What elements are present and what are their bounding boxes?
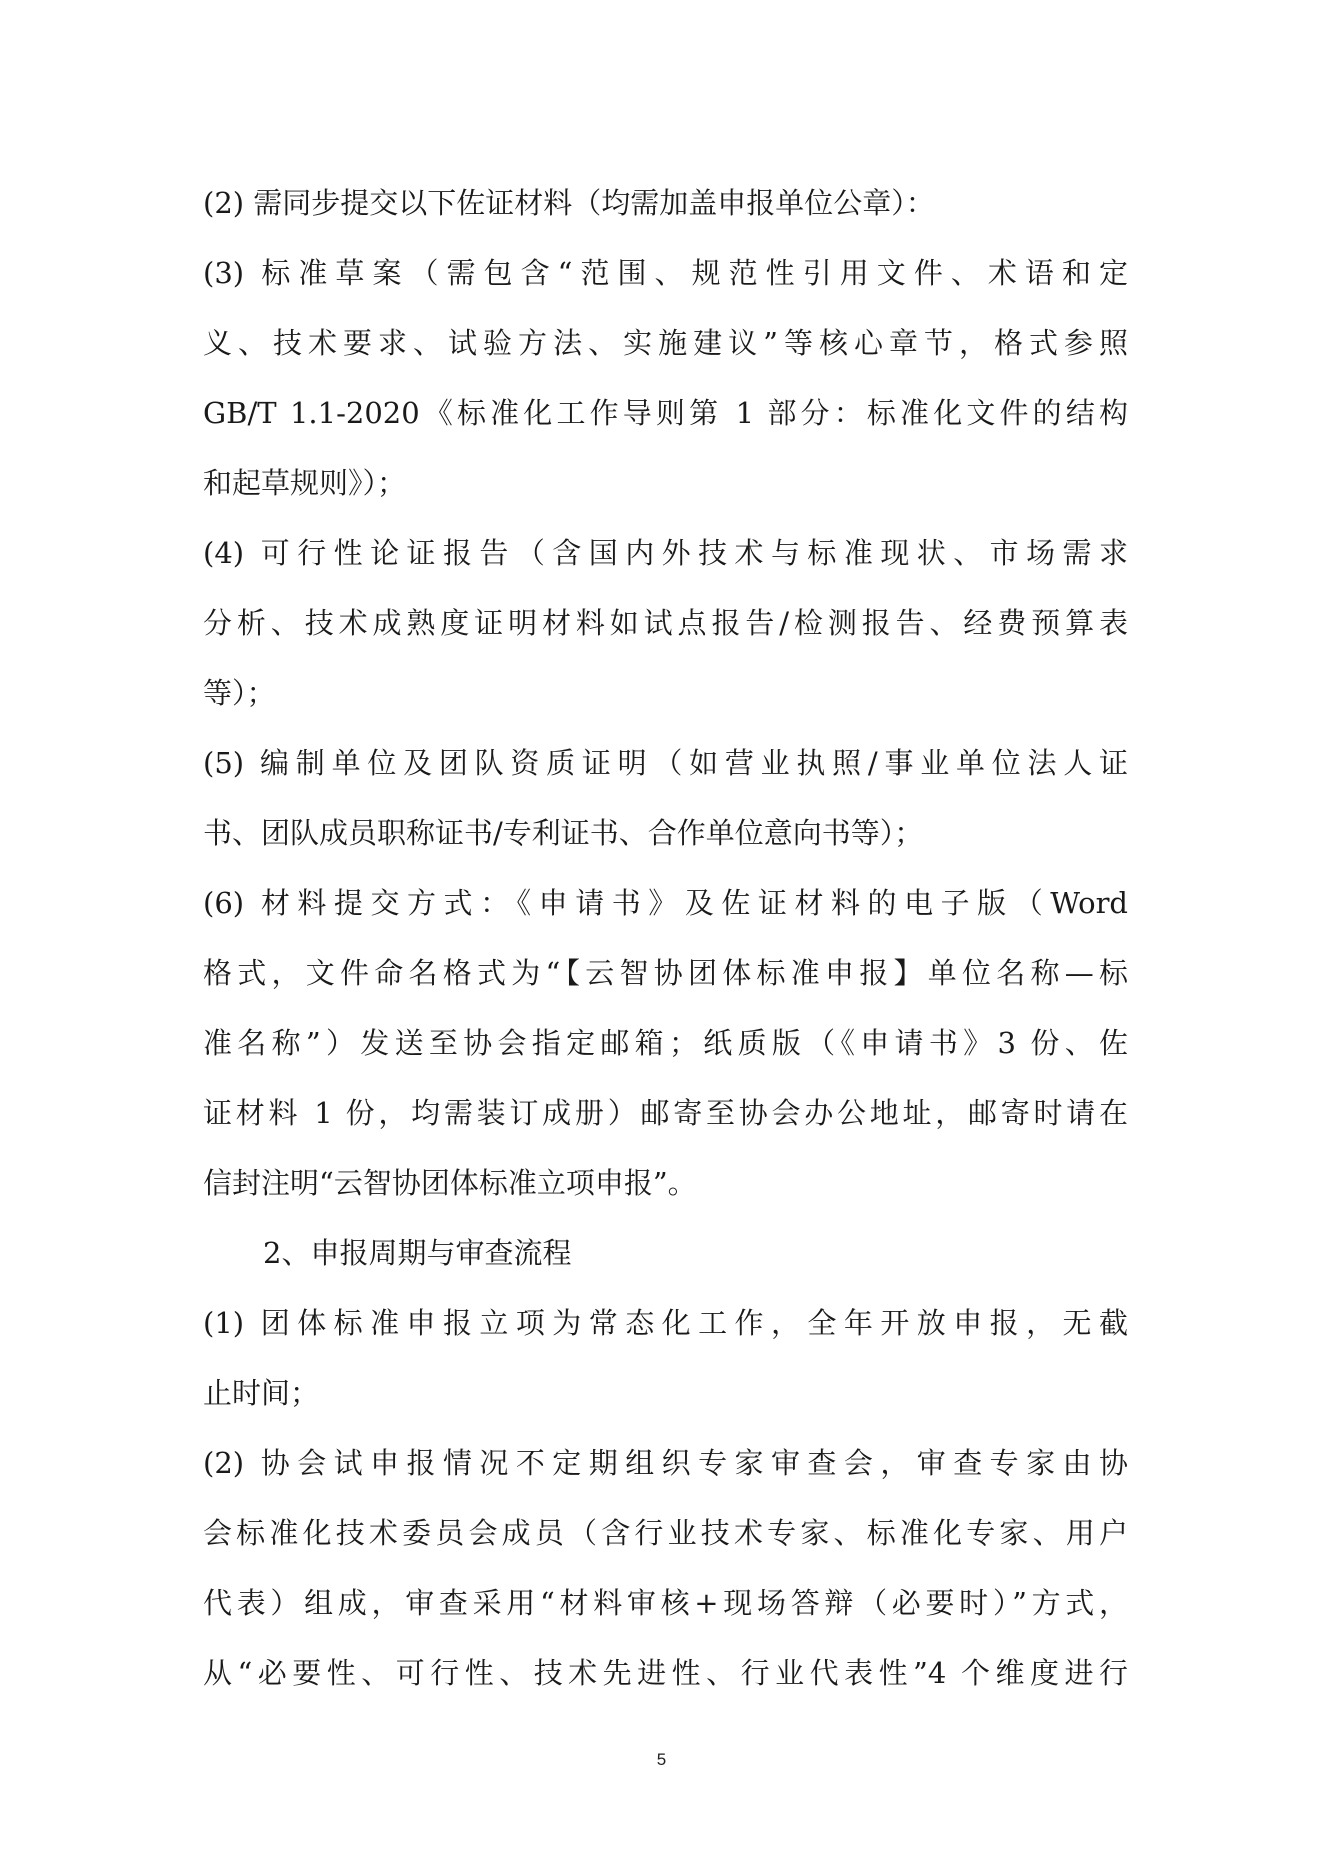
body-text [203,168,1128,1708]
text-line: 证材料 1 份，均需装订成册）邮寄至协会办公地址，邮寄时请在 [203,1096,1128,1130]
text-line: 义、技术要求、试验方法、实施建议”等核心章节，格式参照 [203,326,1128,360]
text-line: (3) 标准草案（需包含“范围、规范性引用文件、术语和定 [203,256,1128,290]
text-line: 信封注明“云智协团体标准立项申报”。 [203,1166,697,1200]
text-line: 书、团队成员职称证书/专利证书、合作单位意向书等）； [203,816,924,850]
text-line: 分析、技术成熟度证明材料如试点报告/检测报告、经费预算表 [203,606,1128,640]
text-line: 止时间； [203,1376,320,1410]
text-line: 代表）组成，审查采用“材料审核+现场答辩（必要时）”方式， [203,1586,1128,1620]
text-line: 等）； [203,676,276,710]
text-line: (4) 可行性论证报告（含国内外技术与标准现状、市场需求 [203,536,1128,570]
text-line: (1) 团体标准申报立项为常态化工作，全年开放申报，无截 [203,1306,1128,1340]
text-line: 会标准化技术委员会成员（含行业技术专家、标准化专家、用户 [203,1516,1128,1550]
text-line: (2) 需同步提交以下佐证材料（均需加盖申报单位公章）： [203,186,935,220]
text-line: 格式，文件命名格式为“【云智协团体标准申报】单位名称—标 [203,956,1128,990]
text-line: 从“必要性、可行性、技术先进性、行业代表性”4 个维度进行 [203,1656,1128,1690]
text-line: 准名称”）发送至协会指定邮箱；纸质版（《申请书》3 份、佐 [203,1026,1128,1060]
text-line: (2) 协会试申报情况不定期组织专家审查会，审查专家由协 [203,1446,1128,1480]
text-line: (6) 材料提交方式：《申请书》及佐证材料的电子版（Word [203,886,1128,920]
text-line: (5) 编制单位及团队资质证明（如营业执照/事业单位法人证 [203,746,1128,780]
page-number: 5 [656,1750,667,1769]
text-line: 和起草规则》）； [203,466,407,500]
text-line: GB/T 1.1-2020《标准化工作导则第 1 部分：标准化文件的结构 [203,396,1128,430]
section-heading: 2、申报周期与审查流程 [263,1236,572,1270]
